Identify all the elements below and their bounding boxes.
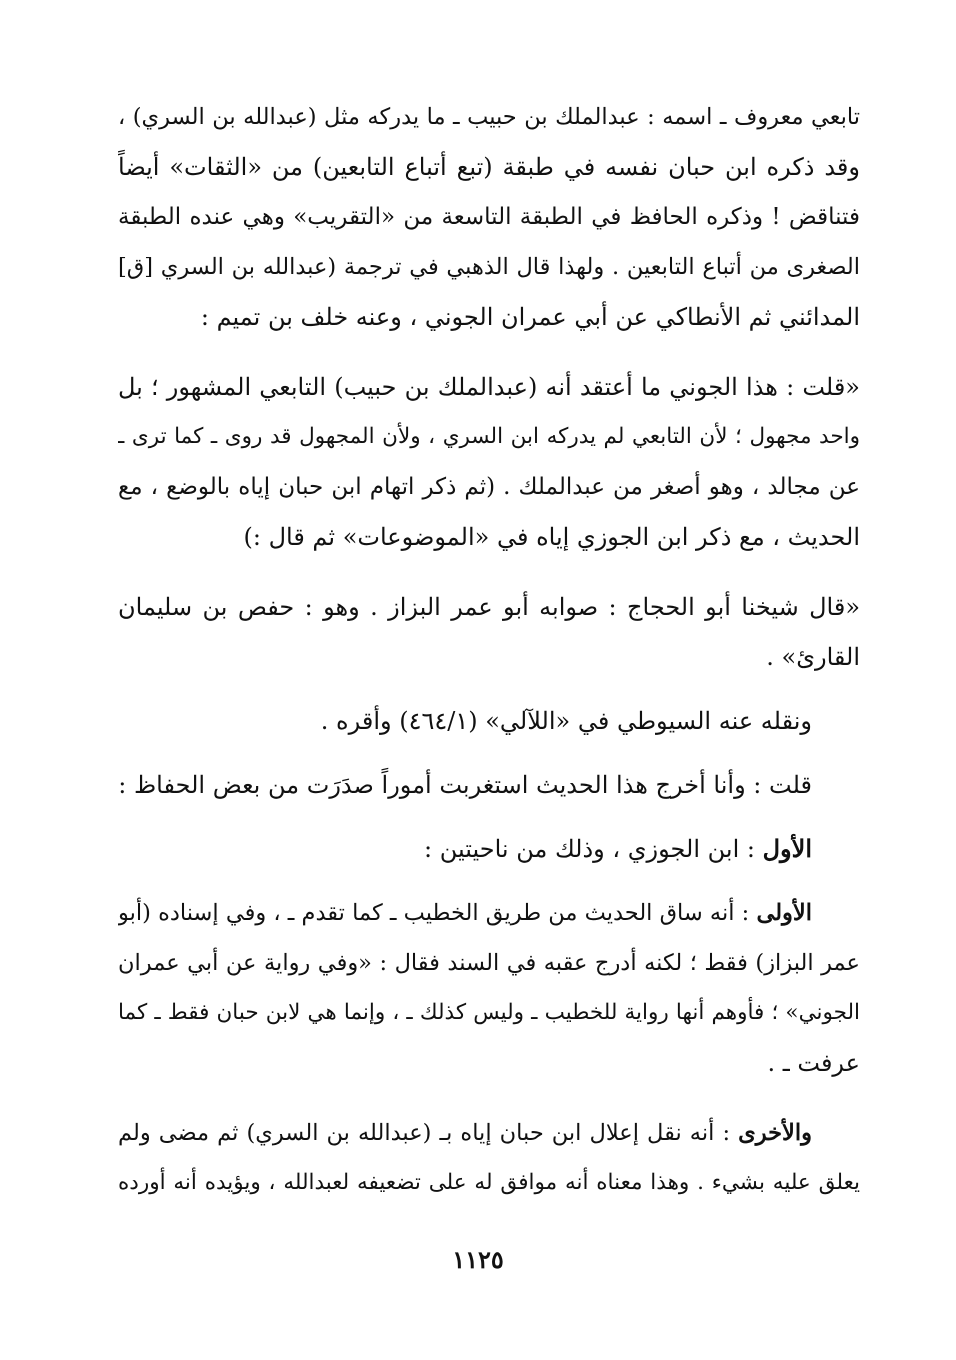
text-line: «قال شيخنا أبو الحجاج : صوابه أبو عمر البزاز . وهو : حفص بن سليمان [118,593,860,621]
paragraph-first-aspect [118,888,860,1088]
text-line: القارئ» . [766,643,860,671]
text-line [118,1108,860,1158]
text-line: فتناقض ! وذكره الحافظ في الطبقة التاسعة من «التقريب» وهي عنده الطبقة [118,204,860,230]
text-line [118,888,860,938]
text-line: تابعي معروف ـ اسمه : عبدالملك بن حبيب ـ ما يدركه مثل (عبدالله بن السري) ، [118,104,860,130]
text-line: يعلق عليه بشيء . وهذا معناه أنه موافق له على تضعيفه لعبدالله ، ويؤيده أنه أورده [118,1170,860,1195]
text-line: قلت : وأنا أخرج هذا الحديث استغربت أموراً صدَرَت من بعض الحفاظ : [118,771,812,799]
lead-word: الأولى [756,900,812,926]
text-line: عن مجالد ، وهو أصغر من عبدالملك . (ثم ذكر اتهام ابن حبان إياه بالوضع ، مع [118,474,860,500]
lead-word: والأخرى [738,1120,812,1146]
text-line: واحد مجهول ؛ لأن التابعي لم يدركه ابن السري ، ولأن المجهول قد روى ـ كما ترى ـ [118,424,860,449]
text-line: الحديث ، مع ذكر ابن الجوزي إياه في «الموضوعات» ثم قال :) [243,523,860,551]
paragraph-first-point [118,824,860,874]
text-line: عرفت ـ . [767,1049,860,1077]
paragraph-suyuti [118,696,860,746]
line-rest: : ابن الجوزي ، وذلك من ناحيتين : [424,835,763,863]
line-rest: : أنه ساق الحديث من طريق الخطيب ـ كما تقدم ـ ، وفي إسناده (أبو [118,900,757,926]
line-rest: : أنه نقل إعلال ابن حبان إياه بـ (عبدالله بن السري) ثم مضى ولم [118,1120,739,1146]
page-body [118,92,860,1208]
text-line: «قلت : هذا الجوني ما أعتقد أنه (عبدالملك بن حبيب) التابعي المشهور ؛ بل [118,373,860,401]
text-line: الصغرى من أتباع التابعين . ولهذا قال الذهبي في ترجمة (عبدالله بن السري [ق] [118,254,860,280]
text-line: الجوني» ؛ فأوهم أنها رواية للخطيب ـ وليس كذلك ـ ، وإنما هي لابن حبان فقط ـ كما [118,1000,860,1025]
paragraph-second-aspect [118,1108,860,1208]
page-number: ١١٢٥ [452,1245,504,1274]
lead-word: الأول [762,834,812,863]
paragraph-intro [118,92,860,342]
text-line: ونقله عنه السيوطي في «اللآلي» (٤٦٤/١) وأقره . [320,707,812,735]
text-line [118,824,860,874]
paragraph-author-note [118,760,860,810]
text-line: عمر البزاز) فقط ؛ لكنه أدرج عقبه في السند فقال : «وفي رواية عن أبي عمران [118,950,860,976]
text-line: المدائني ثم الأنطاكي عن أبي عمران الجوني ، وعنه خلف بن تميم : [200,303,860,331]
paragraph-abul-hajjaj-quote [118,582,860,682]
text-line: وقد ذكره ابن حبان نفسه في طبقة (تبع أتباع التابعين) من «الثقات» أيضاً [118,153,860,181]
paragraph-dhahabi-quote [118,362,860,562]
